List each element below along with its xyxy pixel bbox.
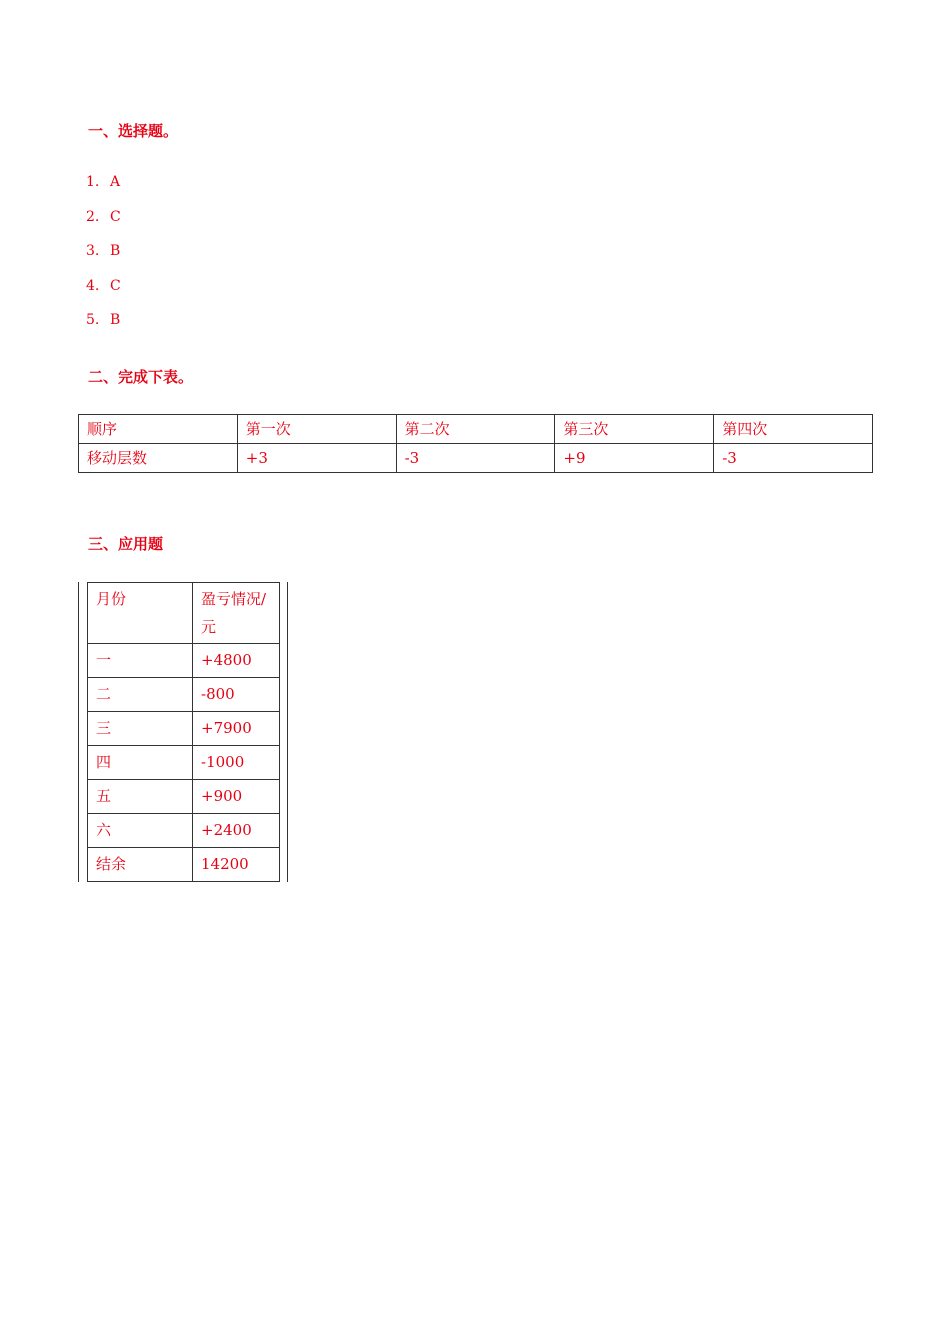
table-row (88, 780, 280, 814)
answer-value: C (110, 277, 121, 294)
answer-value: C (110, 208, 121, 225)
table-row (88, 746, 280, 780)
table-row (79, 444, 873, 473)
table-cell: 二 (88, 678, 193, 712)
table-cell: 第二次 (396, 415, 555, 444)
table-cell: +3 (237, 444, 396, 473)
table-row (88, 583, 280, 644)
table-cell: 盈亏情况/元 (193, 583, 280, 644)
answer-number: 4. (86, 277, 100, 294)
table-row (88, 644, 280, 678)
answer-number: 5. (86, 312, 100, 328)
answer-value: B (110, 312, 121, 328)
table-cell: 一 (88, 644, 193, 678)
table-row (88, 814, 280, 848)
table-cell: -3 (396, 444, 555, 473)
list-item (86, 275, 121, 310)
list-item (86, 171, 121, 206)
list-item (86, 309, 121, 344)
table-cell: 第四次 (714, 415, 873, 444)
table-cell: 第三次 (555, 415, 714, 444)
table-row (79, 415, 873, 444)
table-cell: -3 (714, 444, 873, 473)
table-cell: -1000 (193, 746, 280, 780)
table-cell: +2400 (193, 814, 280, 848)
table-cell: 顺序 (79, 415, 238, 444)
table-cell: 六 (88, 814, 193, 848)
floor-movement-table (78, 414, 873, 473)
table-row (88, 678, 280, 712)
table-cell: 月份 (88, 583, 193, 644)
table-row (88, 712, 280, 746)
list-item (86, 206, 121, 241)
answer-list (86, 171, 121, 344)
answer-number: 3. (86, 243, 100, 259)
table-cell: +900 (193, 780, 280, 814)
table-cell: 五 (88, 780, 193, 814)
table-row (88, 848, 280, 882)
section-3-title: 三、应用题 (88, 535, 164, 553)
table-cell: 三 (88, 712, 193, 746)
table-cell: +9 (555, 444, 714, 473)
table-cell: +7900 (193, 712, 280, 746)
list-item (86, 240, 121, 275)
answer-value: A (110, 174, 121, 190)
table-cell: -800 (193, 678, 280, 712)
section-1-title: 一、选择题。 (88, 122, 179, 140)
table-cell: 结余 (88, 848, 193, 882)
table-cell: 第一次 (237, 415, 396, 444)
answer-number: 1. (86, 174, 100, 190)
profit-table (87, 582, 280, 882)
table-cell: +4800 (193, 644, 280, 678)
answer-number: 2. (86, 208, 100, 225)
table-cell: 四 (88, 746, 193, 780)
section-2-title: 二、完成下表。 (88, 368, 194, 386)
answer-value: B (110, 243, 121, 259)
table-cell: 14200 (193, 848, 280, 882)
table-cell: 移动层数 (79, 444, 238, 473)
